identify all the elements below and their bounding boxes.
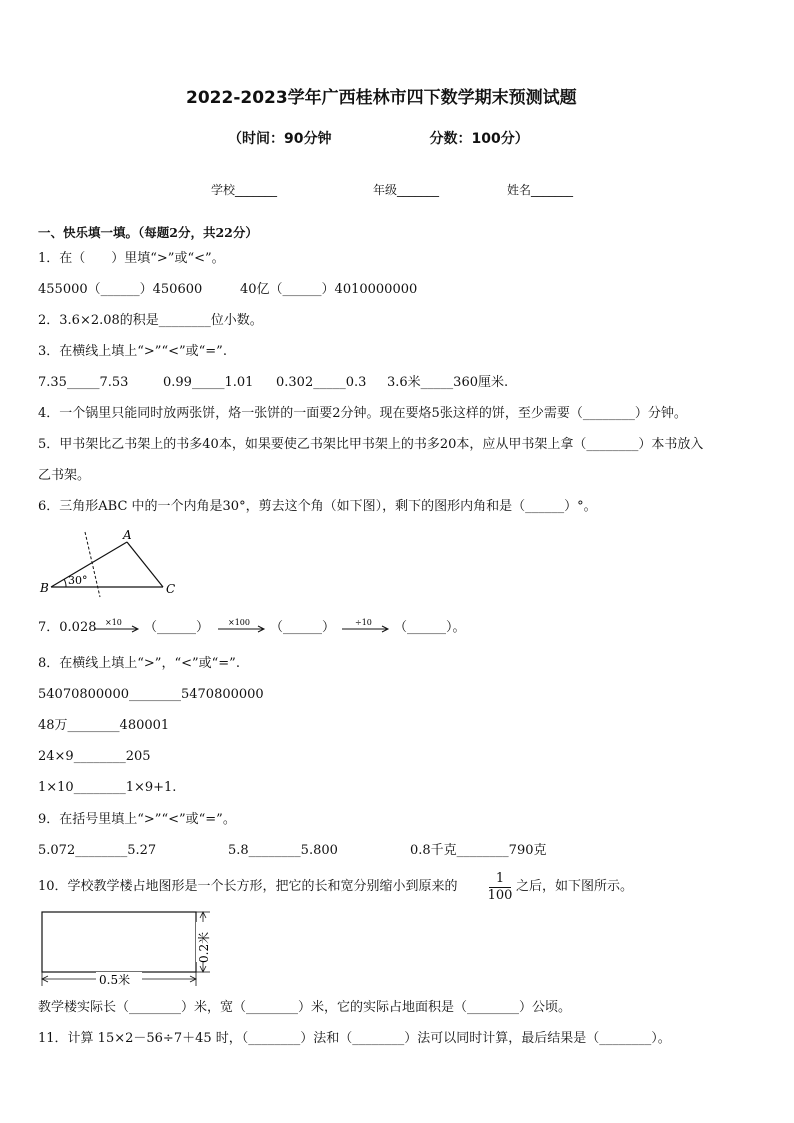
q8-item-a: 54070800000________5470800000 bbox=[38, 687, 264, 702]
page-title: 2022-2023学年广西桂林市四下数学期末预测试题 bbox=[186, 88, 577, 108]
q3-item-d: 3.6米_____360厘米. bbox=[387, 375, 509, 390]
fraction-numerator: 1 bbox=[495, 871, 505, 886]
q8-item-c: 24×9________205 bbox=[38, 749, 151, 764]
grade-field: 年级_______ bbox=[373, 183, 440, 197]
op-divide10-label: ÷10 bbox=[355, 618, 372, 627]
q2-stem: 2．3.6×2.08的积是________位小数。 bbox=[38, 313, 263, 328]
vertex-c-label: C bbox=[166, 582, 176, 596]
time-score-line: （时间：90分钟 分数：100分） bbox=[228, 131, 529, 147]
q7-blank2: （______） bbox=[270, 620, 336, 635]
q8-item-d: 1×10________1×9+1. bbox=[38, 780, 177, 795]
name-field: 姓名_______ bbox=[507, 183, 574, 197]
q3-item-a: 7.35_____7.53 bbox=[38, 375, 129, 390]
arrow-times10 bbox=[92, 617, 142, 633]
fraction-denominator: 100 bbox=[487, 888, 513, 903]
q3-item-c: 0.302_____0.3 bbox=[276, 375, 367, 390]
q7-blank3: （______）。 bbox=[394, 620, 466, 635]
width-label: 0.5米 bbox=[99, 973, 131, 987]
q1-stem: 1．在（ ）里填“>”或“<”。 bbox=[38, 251, 225, 266]
q5-line2: 乙书架。 bbox=[38, 468, 91, 483]
arrow-divide10 bbox=[340, 617, 392, 633]
q9-stem: 9．在括号里填上“>”“<”或“=”。 bbox=[38, 812, 236, 827]
triangle-figure bbox=[36, 527, 186, 599]
q8-item-b: 48万________480001 bbox=[38, 718, 170, 733]
op-times100-label: ×100 bbox=[228, 618, 250, 627]
q6-stem: 6．三角形ABC 中的一个内角是30°，剪去这个角（如下图），剩下的图形内角和是（______）°。 bbox=[38, 499, 597, 514]
q10-stem-after: 之后，如下图所示。 bbox=[516, 879, 634, 894]
q9-item-c: 0.8千克________790克 bbox=[410, 843, 547, 858]
angle-label: 30° bbox=[68, 574, 88, 587]
q3-stem: 3．在横线上填上“>”“<”或“=”. bbox=[38, 344, 227, 359]
op-times10-label: ×10 bbox=[105, 618, 122, 627]
q9-item-a: 5.072________5.27 bbox=[38, 843, 157, 858]
section-heading: 一、快乐填一填。（每题2分，共22分） bbox=[38, 225, 258, 240]
vertex-b-label: B bbox=[40, 581, 49, 595]
q10-answer: 教学楼实际长（________）米，宽（________）米，它的实际占地面积是（________）公顷。 bbox=[38, 1000, 572, 1015]
q8-stem: 8．在横线上填上“>”，“<”或“=”. bbox=[38, 656, 240, 671]
q7-start: 7．0.028 bbox=[38, 620, 97, 635]
vertex-a-label: A bbox=[123, 528, 132, 542]
q1-item-b: 40亿（______）4010000000 bbox=[240, 282, 418, 297]
q7-blank1: （______） bbox=[144, 620, 210, 635]
q5-line1: 5．甲书架比乙书架上的书多40本，如果要使乙书架比甲书架上的书多20本，应从甲书架上拿（________）本书放入 bbox=[38, 437, 704, 452]
q4-stem: 4．一个锅里只能同时放两张饼，烙一张饼的一面要2分钟。现在要烙5张这样的饼，至少需要（________）分钟。 bbox=[38, 406, 687, 421]
school-field: 学校_______ bbox=[211, 183, 278, 197]
q11-stem: 11．计算 15×2－56÷7＋45 时，（________）法和（________）法可以同时计算，最后结果是（________）。 bbox=[38, 1031, 671, 1046]
q3-item-b: 0.99_____1.01 bbox=[163, 375, 254, 390]
q1-item-a: 455000（______）450600 bbox=[38, 282, 203, 297]
q10-stem-before: 10．学校教学楼占地图形是一个长方形，把它的长和宽分别缩小到原来的 bbox=[38, 879, 458, 894]
fraction bbox=[487, 871, 513, 903]
height-label: 0.2米 bbox=[197, 931, 211, 963]
rectangle-figure bbox=[36, 906, 216, 990]
q9-item-b: 5.8________5.800 bbox=[228, 843, 338, 858]
arrow-times100 bbox=[216, 617, 268, 633]
